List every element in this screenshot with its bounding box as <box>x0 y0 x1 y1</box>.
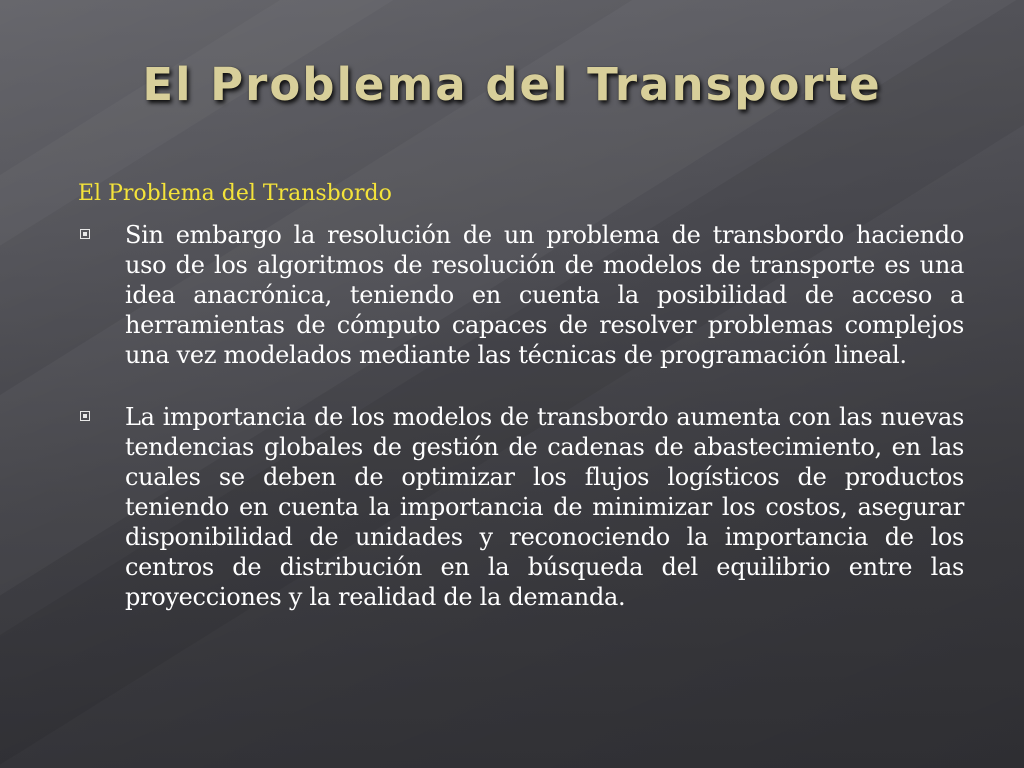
bullet-text: Sin embargo la resolución de un problema de transbordo haciendo uso de los algoritmos de resolución de modelos de transporte es una idea anacrónica, teniendo en cuenta la posibilidad de acceso a herramientas de cómputo capaces de resolver problemas complejos una vez modelados mediante las técnicas de programación lineal. <box>125 221 964 369</box>
bullet-item <box>78 220 964 370</box>
bullet-list <box>78 220 964 644</box>
slide-subtitle: El Problema del Transbordo <box>78 181 392 206</box>
square-bullet-icon <box>80 229 90 239</box>
bullet-text: La importancia de los modelos de transbordo aumenta con las nuevas tendencias globales de gestión de cadenas de abastecimiento, en las cuales se deben de optimizar los flujos logísticos de productos teniendo en cuenta la importancia de minimizar los costos, asegurar disponibilidad de unidades y reconociendo la importancia de los centros de distribución en la búsqueda del equilibrio entre las proyecciones y la realidad de la demanda. <box>125 403 964 611</box>
slide-title: El Problema del Transporte <box>142 58 882 111</box>
square-bullet-icon <box>80 411 90 421</box>
bullet-item <box>78 402 964 612</box>
